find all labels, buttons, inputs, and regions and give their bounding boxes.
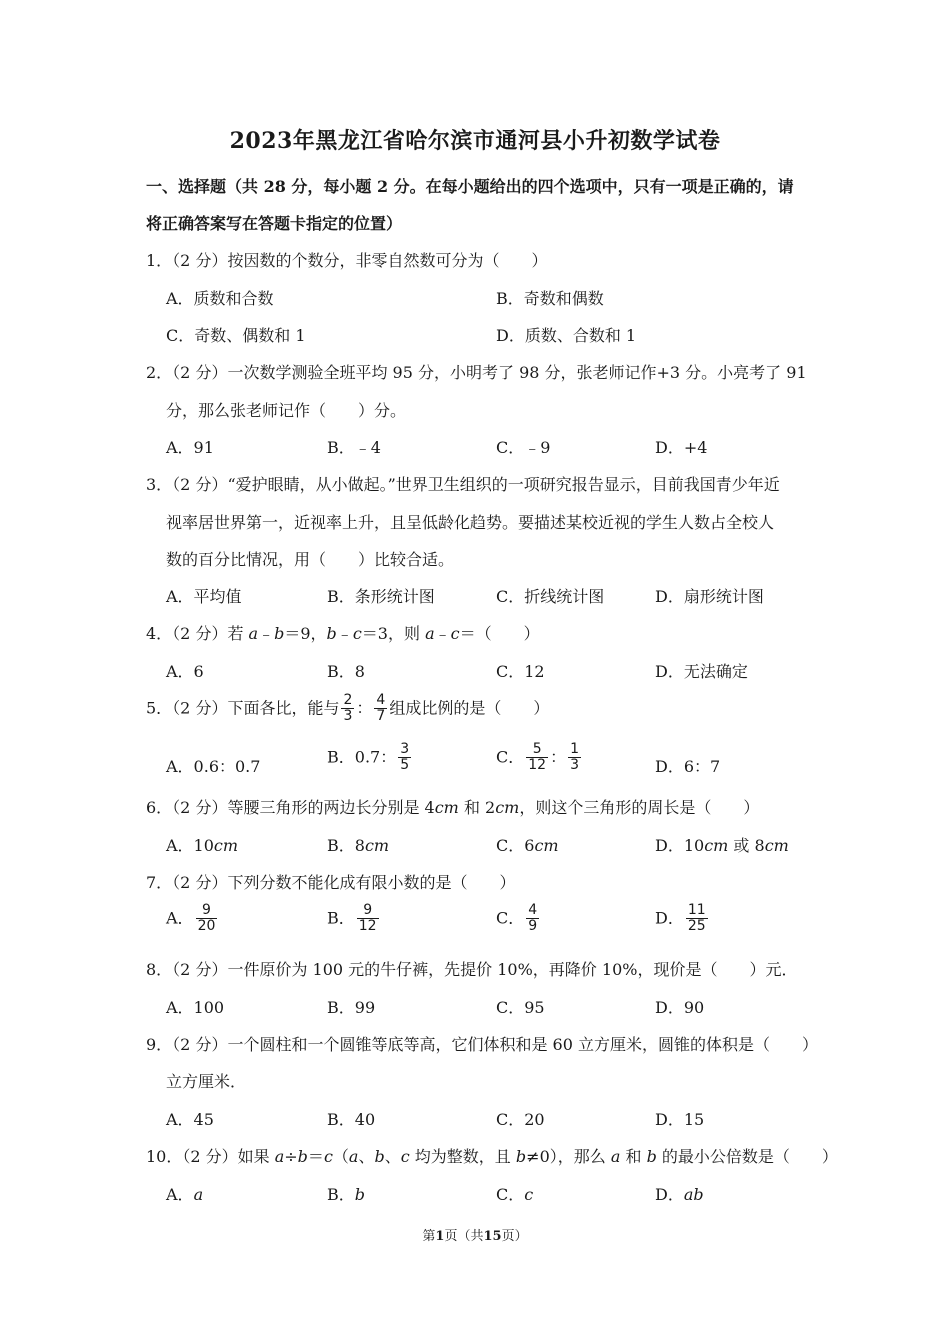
q5-option-b: B．0.7： $\frac{3}{5}$ (327, 741, 410, 774)
q2-option-b: B．﹣4 (327, 438, 381, 457)
q5-option-a: A．0.6：0.7 (166, 757, 261, 776)
q8-stem: 8．（2 分）一件原价为 100 元的牛仔裤，先提价 10%，再降价 10%，现价是（ ）元． (146, 960, 798, 979)
q7-option-c: C． $\frac{4}{9}$ (496, 902, 538, 935)
page-title: 2023年黑龙江省哈尔滨市通河县小升初数学试卷 (229, 128, 721, 154)
q7-option-a: A． $\frac{9}{20}$ (166, 902, 216, 935)
q9-stem-line1: 9．（2 分）一个圆柱和一个圆锥等底等高，它们体积和是 60 立方厘米，圆锥的体积是（ ） (146, 1035, 818, 1054)
q7-stem: 7．（2 分）下列分数不能化成有限小数的是（ ） (146, 873, 516, 892)
q3-option-d: D．扇形统计图 (655, 587, 764, 606)
q10-option-c: C．c (496, 1185, 534, 1204)
q4-stem: 4．（2 分）若 a﹣b＝9，b﹣c＝3，则 a﹣c＝（ ） (146, 624, 540, 643)
q2-option-c: C．﹣9 (496, 438, 551, 457)
q10-stem: 10．（2 分）如果 a÷b＝c（a、b、c 均为整数，且 b≠0），那么 a 和 b 的最小公倍数是（ ） (146, 1147, 838, 1166)
q4-option-b: B．8 (327, 662, 365, 681)
q10-option-a: A．a (166, 1185, 204, 1204)
fraction: $\frac{5}{12}$ (528, 741, 547, 774)
q1-option-c: C．奇数、偶数和 1 (166, 326, 306, 345)
q5-stem: 5．（2 分）下面各比，能与 $\frac{2}{3}$ ： $\frac{4}{7}$ 组成比例的是（ ） (146, 692, 550, 725)
q6-option-d: D．10cm 或 8cm (655, 836, 789, 855)
q3-stem-line2: 视率居世界第一，近视率上升，且呈低龄化趋势。要描述某校近视的学生人数占全校人 (166, 513, 775, 532)
fraction: $\frac{2}{3}$ (343, 692, 353, 725)
section-heading-line2: 将正确答案写在答题卡指定的位置） (146, 214, 403, 233)
q7-option-b: B． $\frac{9}{12}$ (327, 902, 377, 935)
section-heading-line1: 一、选择题（共 28 分，每小题 2 分。在每小题给出的四个选项中，只有一项是正确的，请 (146, 177, 794, 196)
fraction: $\frac{1}{3}$ (570, 741, 580, 774)
q6-option-c: C．6cm (496, 836, 559, 855)
q3-option-a: A．平均值 (166, 587, 242, 606)
q3-stem-line3: 数的百分比情况，用（ ）比较合适。 (166, 550, 455, 569)
fraction: $\frac{4}{9}$ (528, 902, 538, 935)
q1-option-a: A．质数和合数 (166, 289, 274, 308)
q10-option-b: B．b (327, 1185, 366, 1204)
q6-option-a: A．10cm (166, 836, 239, 855)
q9-option-d: D．15 (655, 1110, 705, 1129)
q4-option-d: D．无法确定 (655, 662, 748, 681)
q6-stem: 6．（2 分）等腰三角形的两边长分别是 4cm 和 2cm，则这个三角形的周长是（ ） (146, 798, 760, 817)
q8-option-a: A．100 (166, 998, 225, 1017)
q2-stem-line2: 分，那么张老师记作（ ）分。 (166, 401, 407, 420)
q1-option-d: D．质数、合数和 1 (496, 326, 637, 345)
q7-option-d: D． $\frac{11}{25}$ (655, 902, 706, 935)
q3-stem-line1: 3．（2 分）“爱护眼睛，从小做起。”世界卫生组织的一项研究报告显示，目前我国青少年近 (146, 475, 780, 494)
q4-option-a: A．6 (166, 662, 204, 681)
q8-option-d: D．90 (655, 998, 705, 1017)
q8-option-b: B．99 (327, 998, 376, 1017)
q9-option-a: A．45 (166, 1110, 214, 1129)
q3-option-c: C．折线统计图 (496, 587, 605, 606)
q1-option-b: B．奇数和偶数 (496, 289, 604, 308)
q9-stem-line2: 立方厘米． (166, 1072, 247, 1091)
q5-option-c: C． $\frac{5}{12}$ ： $\frac{1}{3}$ (496, 741, 580, 774)
q1-stem: 1．（2 分）按因数的个数分，非零自然数可分为（ ） (146, 251, 548, 270)
q2-option-a: A．91 (166, 438, 214, 457)
fraction: $\frac{3}{5}$ (400, 741, 410, 774)
fraction: $\frac{11}{25}$ (687, 902, 706, 935)
fraction: $\frac{9}{20}$ (197, 902, 216, 935)
q2-stem-line1: 2．（2 分）一次数学测验全班平均 95 分，小明考了 98 分，张老师记作+3 分。小亮考了 91 (146, 363, 807, 382)
q2-option-d: D．+4 (655, 438, 708, 457)
q3-option-b: B．条形统计图 (327, 587, 435, 606)
q5-option-d: D．6：7 (655, 757, 721, 776)
q6-option-b: B．8cm (327, 836, 390, 855)
q9-option-c: C．20 (496, 1110, 545, 1129)
q10-option-d: D．ab (655, 1185, 704, 1204)
fraction: $\frac{9}{12}$ (358, 902, 377, 935)
q9-option-b: B．40 (327, 1110, 376, 1129)
q8-option-c: C．95 (496, 998, 545, 1017)
q4-option-c: C．12 (496, 662, 545, 681)
page-footer: 第1页（共15页） (422, 1229, 528, 1244)
fraction: $\frac{4}{7}$ (376, 692, 386, 725)
